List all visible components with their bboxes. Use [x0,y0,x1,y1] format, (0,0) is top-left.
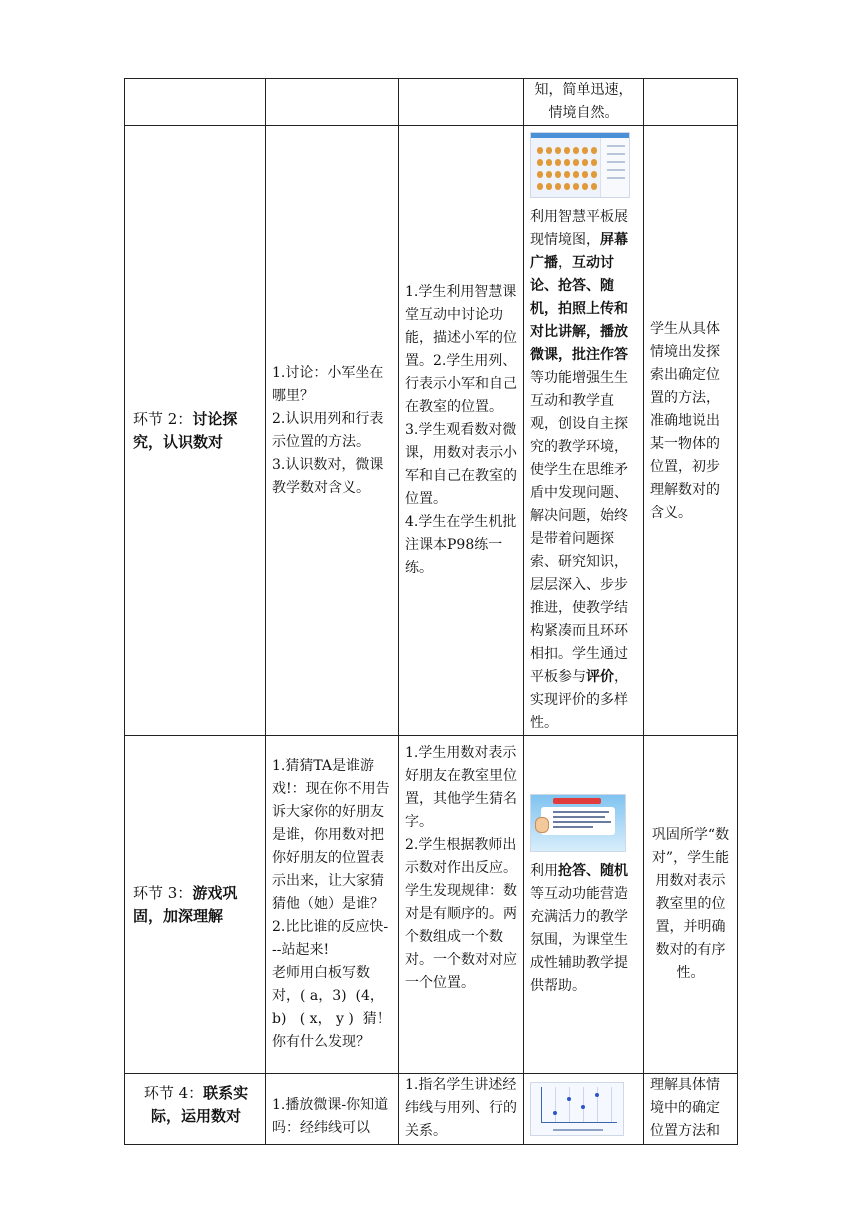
tech-description: 利用抢答、随机等互动功能营造充满活力的教学氛围，为课堂生成性辅助教学提供帮助。 [530,863,628,994]
tech-cell [524,736,644,1074]
coordinate-grid-screenshot-image [530,1082,624,1136]
stage-number: 环节 3： [133,883,193,902]
stage-cell [125,79,266,126]
student-activity-cell: 1.学生利用智慧课堂互动中讨论功能，描述小军的位置。2.学生用列、行表示小军和自己在教室的位置。 3.学生观看数对微课，用数对表示小军和自己在教室的位置。 4.学生在学生机批注课本P98练一练。 [399,126,524,736]
content-cell [266,79,399,126]
stage-cell [125,736,266,1074]
stage-title: 讨论探究，认识数对 [133,409,238,451]
stage-cell [125,1074,266,1145]
content-cell: 1.讨论：小军坐在哪里？ 2.认识用列和行表示位置的方法。 3.认识数对，微课教学数对含义。 [266,126,399,736]
table-row [125,79,738,126]
table-row [125,736,738,1074]
intent-cell: 理解具体情境中的确定位置方法和 [644,1074,738,1145]
tech-cell: 知，简单迅速， 情境自然。 [524,79,644,126]
intent-cell: 巩固所学“数对”，学生能用数对表示教室里的位置，并明确数对的有序性。 [644,736,738,1074]
student-activity-cell: 1.指名学生讲述经纬线与用列、行的关系。 [399,1074,524,1145]
guess-game-screenshot-image [530,794,626,852]
stage-number: 环节 2： [133,409,193,428]
content-cell: 1.播放微课-你知道吗：经纬线可以 [266,1074,399,1145]
intent-cell: 学生从具体情境出发探索出确定位置的方法，准确地说出某一物体的位置，初步理解数对的含义。 [644,126,738,736]
table-row [125,126,738,736]
tech-cell [524,1074,644,1145]
content-cell: 1.猜猜TA是谁游戏!：现在你不用告诉大家你的好朋友是谁，你用数对把你好朋友的位置表示出来，让大家猜猜他（她）是谁？ 2.比比谁的反应快---站起来! 老师用白板写数对，( a，3) (4，b) ( x， y ) 猜！ 你有什么发现？ [266,736,399,1074]
table-row [125,1074,738,1145]
tech-cell [524,126,644,736]
classroom-screenshot-image [530,132,630,198]
intent-cell [644,79,738,126]
stage-title: 游戏巩固，加深理解 [133,883,238,925]
student-activity-cell [399,79,524,126]
student-activity-cell: 1.学生用数对表示好朋友在教室里位置，其他学生猜名字。 2.学生根据教师出示数对作出反应。 学生发现规律：数对是有顺序的。两个数组成一个数对。一个数对对应一个位置。 [399,736,524,1074]
stage-number: 环节 4： [143,1084,204,1102]
tech-description: 利用智慧平板展现情境图，屏幕广播，互动讨论、抢答、随机，拍照上传和对比讲解，播放微课，批注作答等功能增强生生互动和教学直观，创设自主探究的教学环境，使学生在思维矛盾中发现问题、解决问题，始终是带着问题探索、研究知识，层层深入、步步推进，使教学结构紧凑而且环环相扣。学生通过平板参与评价，实现评价的多样性。 [530,209,628,731]
stage-title: 联系实际，运用数对 [150,1084,249,1125]
lesson-plan-table [124,78,738,1145]
stage-cell [125,126,266,736]
